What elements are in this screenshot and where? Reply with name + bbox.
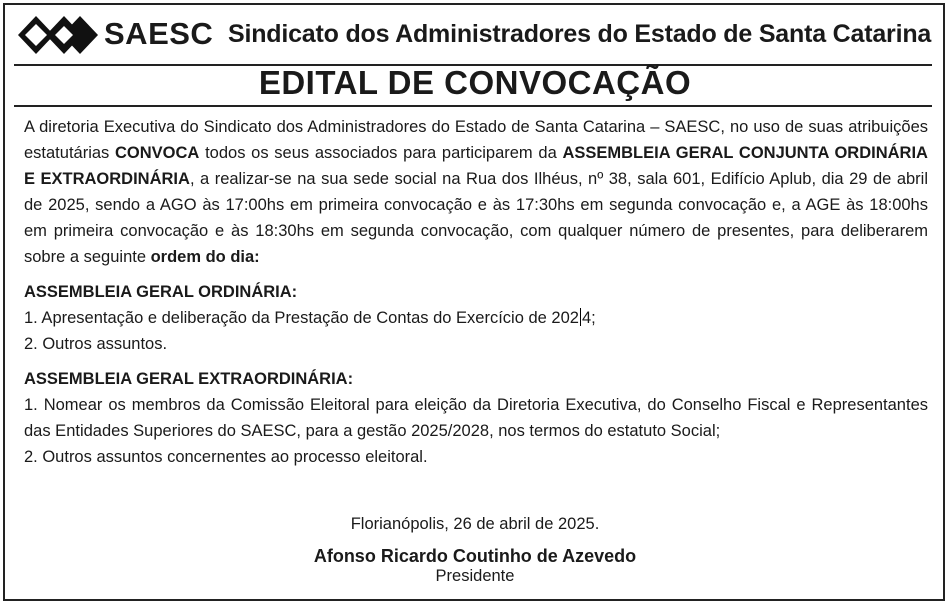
- ordinary-item-1-text-b: 4;: [581, 309, 596, 327]
- intro-paragraph: [24, 114, 928, 270]
- extraordinary-item-2: 2. Outros assuntos concernentes ao processo eleitoral.: [24, 448, 428, 466]
- brand-name: SAESC: [104, 16, 214, 51]
- extraordinary-assembly-title: ASSEMBLEIA GERAL EXTRAORDINÁRIA:: [24, 370, 354, 388]
- organization-name: Sindicato dos Administradores do Estado de Santa Catarina: [228, 20, 932, 48]
- place-date: Florianópolis, 26 de abril de 2025.: [350, 515, 600, 533]
- intro-text-2: todos os seus associados para participarem da: [199, 144, 563, 162]
- ordinary-assembly-title: ASSEMBLEIA GERAL ORDINÁRIA:: [24, 283, 298, 301]
- intro-bold-convoca: CONVOCA: [115, 144, 200, 162]
- page-title: EDITAL DE CONVOCAÇÃO: [258, 64, 692, 101]
- intro-text-1: A diretoria Executiva do Sindicato dos Administradores do Estado de Santa Catarina – SAESC, no uso de suas atribuições estatutárias: [24, 118, 928, 162]
- ordinary-item-1: [24, 305, 928, 331]
- intro-bold-agenda: ordem do dia:: [150, 248, 260, 266]
- intro-text-3: , a realizar-se na sua sede social na Rua dos Ilhéus, nº 38, sala 601, Edifício Aplub, dia 29 de abril de 2025, sendo a AGO às 17:00hs em primeira convocação e às 17:30hs em segunda convocação e, a AGE às 18:00hs em primeira convocação e às 18:30hs em segunda convocação, com qualquer número de presentes, para deliberarem sobre a seguinte: [24, 170, 928, 266]
- intro-bold-assembly: ASSEMBLEIA GERAL CONJUNTA ORDINÁRIA E EXTRAORDINÁRIA: [24, 144, 928, 188]
- header: [14, 10, 932, 60]
- extraordinary-item-1: 1. Nomear os membros da Comissão Eleitoral para eleição da Diretoria Executiva, do Conselho Fiscal e Representantes das Entidades Superiores do SAESC, para a gestão 2025/2028, nos termos do estatuto Social;: [24, 396, 928, 440]
- text-cursor: [580, 308, 581, 326]
- saesc-diamond-logo-icon: [16, 12, 100, 58]
- ordinary-item-2: 2. Outros assuntos.: [24, 335, 168, 353]
- signer-name: Afonso Ricardo Coutinho de Azevedo: [313, 546, 637, 566]
- ordinary-item-1-text-a: 1. Apresentação e deliberação da Prestação de Contas do Exercício de 202: [24, 309, 579, 327]
- notice-body: [24, 114, 928, 470]
- signer-role: Presidente: [435, 567, 515, 585]
- title-divider: [14, 105, 932, 107]
